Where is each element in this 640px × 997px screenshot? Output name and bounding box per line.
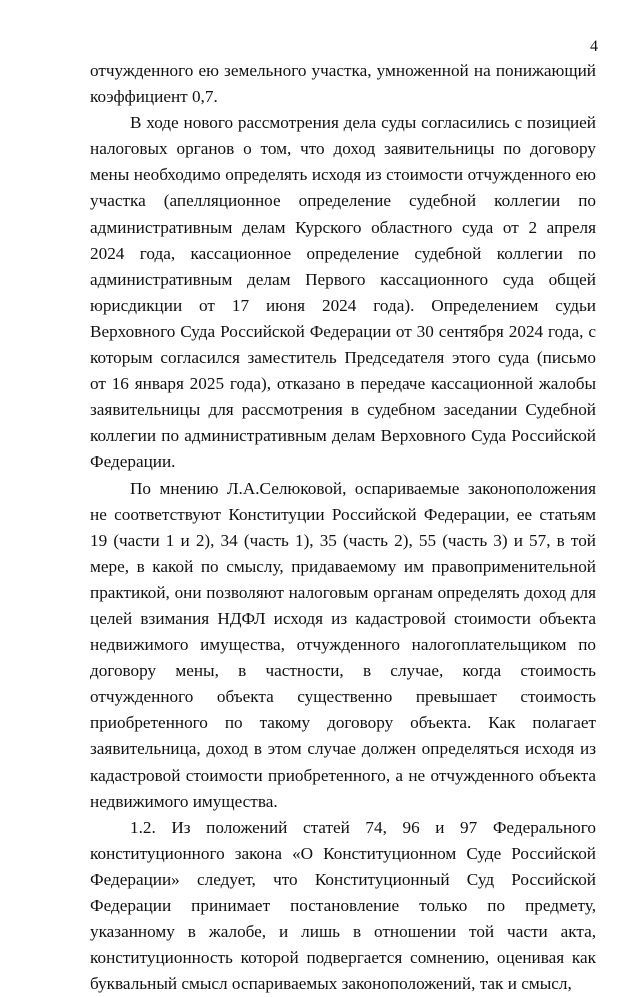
page-number: 4 — [590, 38, 598, 55]
paragraph-section-1-2: 1.2. Из положений статей 74, 96 и 97 Федерального конституционного закона «О Конституционном Суде Российской Федерации» следует, что Конституционный Суд Российской Федерации принимает постановление только по предмету, указанному в жалобе, и лишь в отношении той части акта, конституционность которой подвергается сомнению, оценивая как буквальный смысл оспариваемых законоположений, так и смысл, — [90, 817, 596, 994]
document-body — [90, 58, 596, 997]
paragraph-continuation: отчужденного ею земельного участка, умноженной на понижающий коэффициент 0,7. — [90, 61, 596, 107]
paragraph-court-proceedings: В ходе нового рассмотрения дела суды согласились с позицией налоговых органов о том, что доход заявительницы по договору мены необходимо определять исходя из стоимости отчужденного ею участка (апелляционное определение судебной коллегии по административным делам Курского областного суда от 2 апреля 2024 года, кассационное определение судебной коллегии по административным делам Первого кассационного суда общей юрисдикции от 17 июня 2024 года). Определением судьи Верховного Суда Российской Федерации от 30 сентября 2024 года, с которым согласился заместитель Председателя этого суда (письмо от 16 января 2025 года), отказано в передаче кассационной жалобы заявительницы для рассмотрения в судебном заседании Судебной коллегии по административным делам Верховного Суда Российской Федерации. — [90, 113, 596, 472]
paragraph-applicant-position: По мнению Л.А.Селюковой, оспариваемые законоположения не соответствуют Конституции Российской Федерации, ее статьям 19 (части 1 и 2), 34 (часть 1), 35 (часть 2), 55 (часть 3) и 57, в той мере, в какой по смыслу, придаваемому им правоприменительной практикой, они позволяют налоговым органам определять доход для целей взимания НДФЛ исходя из кадастровой стоимости объекта недвижимого имущества, отчужденного налогоплательщиком по договору мены, в частности, в случае, когда стоимость отчужденного объекта существенно превышает стоимость приобретенного по такому договору объекта. Как полагает заявительница, доход в этом случае должен определяться исходя из кадастровой стоимости приобретенного, а не отчужденного объекта недвижимого имущества. — [90, 478, 596, 811]
